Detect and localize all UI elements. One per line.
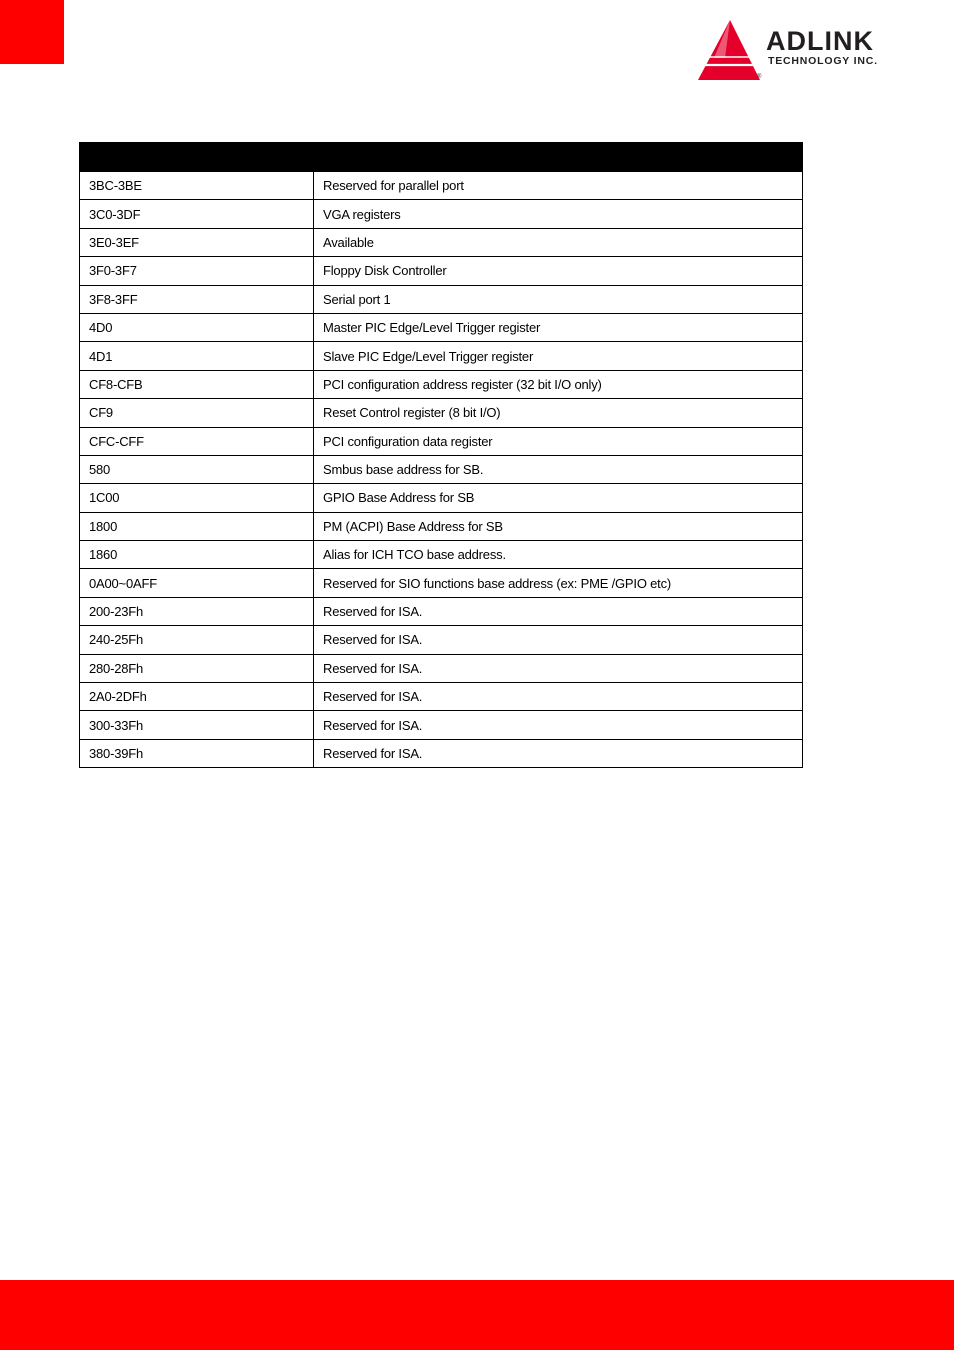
function-cell: GPIO Base Address for SB (314, 484, 803, 512)
address-cell: CFC-CFF (80, 427, 314, 455)
function-cell: PCI configuration data register (314, 427, 803, 455)
footer-band (0, 1280, 954, 1350)
table-row (80, 654, 803, 682)
header-address (80, 143, 314, 172)
table-row (80, 739, 803, 767)
function-cell: Reset Control register (8 bit I/O) (314, 399, 803, 427)
address-cell: 200-23Fh (80, 597, 314, 625)
table-row (80, 512, 803, 540)
function-cell: Reserved for ISA. (314, 626, 803, 654)
adlink-logo (694, 18, 908, 84)
function-cell: PCI configuration address register (32 bit I/O only) (314, 370, 803, 398)
address-cell: 580 (80, 455, 314, 483)
table-row (80, 342, 803, 370)
address-cell: 240-25Fh (80, 626, 314, 654)
function-cell: Reserved for ISA. (314, 683, 803, 711)
function-cell: Reserved for parallel port (314, 172, 803, 200)
table-row (80, 484, 803, 512)
table-header-row (80, 143, 803, 172)
address-cell: 1860 (80, 541, 314, 569)
function-cell: Smbus base address for SB. (314, 455, 803, 483)
brand-name: ADLINK (766, 26, 874, 56)
table-row (80, 597, 803, 625)
address-cell: 3BC-3BE (80, 172, 314, 200)
brand-tagline: TECHNOLOGY INC. (768, 55, 878, 67)
address-cell: 1C00 (80, 484, 314, 512)
function-cell: VGA registers (314, 200, 803, 228)
function-cell: PM (ACPI) Base Address for SB (314, 512, 803, 540)
table-row (80, 313, 803, 341)
function-cell: Reserved for ISA. (314, 654, 803, 682)
address-cell: 300-33Fh (80, 711, 314, 739)
address-cell: 2A0-2DFh (80, 683, 314, 711)
header-function (314, 143, 803, 172)
io-address-table (79, 142, 803, 768)
table-row (80, 200, 803, 228)
table-row (80, 541, 803, 569)
function-cell: Reserved for SIO functions base address (ex: PME /GPIO etc) (314, 569, 803, 597)
table-row (80, 683, 803, 711)
address-cell: 3F0-3F7 (80, 257, 314, 285)
function-cell: Reserved for ISA. (314, 597, 803, 625)
function-cell: Serial port 1 (314, 285, 803, 313)
function-cell: Slave PIC Edge/Level Trigger register (314, 342, 803, 370)
function-cell: Floppy Disk Controller (314, 257, 803, 285)
table-row (80, 285, 803, 313)
table-row (80, 399, 803, 427)
address-cell: 0A00~0AFF (80, 569, 314, 597)
table-row (80, 626, 803, 654)
table-row (80, 257, 803, 285)
registered-mark: ® (757, 74, 762, 80)
address-cell: 4D0 (80, 313, 314, 341)
address-cell: 3E0-3EF (80, 228, 314, 256)
address-cell: 380-39Fh (80, 739, 314, 767)
address-cell: CF8-CFB (80, 370, 314, 398)
table-row (80, 711, 803, 739)
triangle-logo-icon (694, 18, 760, 84)
table-row (80, 569, 803, 597)
table-body (80, 172, 803, 768)
address-cell: 4D1 (80, 342, 314, 370)
table-row (80, 370, 803, 398)
table-row (80, 427, 803, 455)
function-cell: Alias for ICH TCO base address. (314, 541, 803, 569)
corner-tab (0, 0, 64, 64)
table-row (80, 455, 803, 483)
address-cell: 280-28Fh (80, 654, 314, 682)
function-cell: Reserved for ISA. (314, 711, 803, 739)
address-cell: CF9 (80, 399, 314, 427)
function-cell: Reserved for ISA. (314, 739, 803, 767)
table-row (80, 228, 803, 256)
address-cell: 3C0-3DF (80, 200, 314, 228)
function-cell: Available (314, 228, 803, 256)
address-cell: 1800 (80, 512, 314, 540)
address-cell: 3F8-3FF (80, 285, 314, 313)
function-cell: Master PIC Edge/Level Trigger register (314, 313, 803, 341)
table-row (80, 172, 803, 200)
